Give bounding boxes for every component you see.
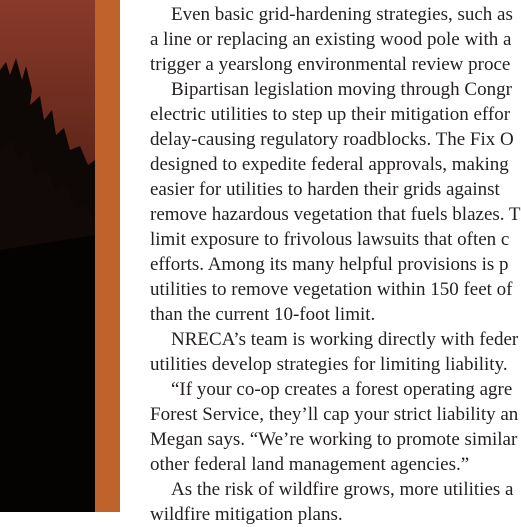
article-line: easier for utilities to harden their grids against [150, 179, 500, 200]
article-line: electric utilities to step up their mitigation effor [150, 104, 511, 125]
article-line: utilities to remove vegetation within 150 feet of [150, 279, 513, 300]
article-line: designed to expedite federal approvals, making [150, 154, 509, 175]
article-body [150, 0, 521, 525]
article-line: delay-causing regulatory roadblocks. The Fix O [150, 129, 514, 150]
article-line: limit exposure to frivolous lawsuits that often c [150, 229, 510, 250]
article-line: Forest Service, they’ll cap your strict liability an [150, 404, 519, 425]
article-line: As the risk of wildfire grows, more utilities a [171, 479, 514, 500]
article-line: efforts. Among its many helpful provisions is p [150, 254, 509, 275]
article-line: than the current 10-foot limit. [150, 304, 376, 325]
article-line: remove hazardous vegetation that fuels blazes. T [150, 204, 521, 225]
forest-fire-silhouette-icon [0, 0, 95, 512]
article-line: Even basic grid-hardening strategies, such as [171, 4, 513, 25]
article-line: a line or replacing an existing wood pole with a [150, 29, 512, 50]
article-line: wildfire mitigation plans. [150, 504, 343, 525]
article-line: Megan says. “We’re working to promote similar [150, 429, 518, 450]
article-line: other federal land management agencies.” [150, 454, 470, 475]
article-line: NRECA’s team is working directly with feder [171, 329, 519, 350]
article-line: trigger a yearslong environmental review proce [150, 54, 511, 75]
article-line: utilities develop strategies for limiting liability. [150, 354, 508, 375]
accent-stripe [95, 0, 120, 512]
forest-photo [0, 0, 95, 512]
article-line: “If your co-op creates a forest operating agre [171, 379, 513, 400]
article-line: Bipartisan legislation moving through Congr [171, 79, 512, 100]
